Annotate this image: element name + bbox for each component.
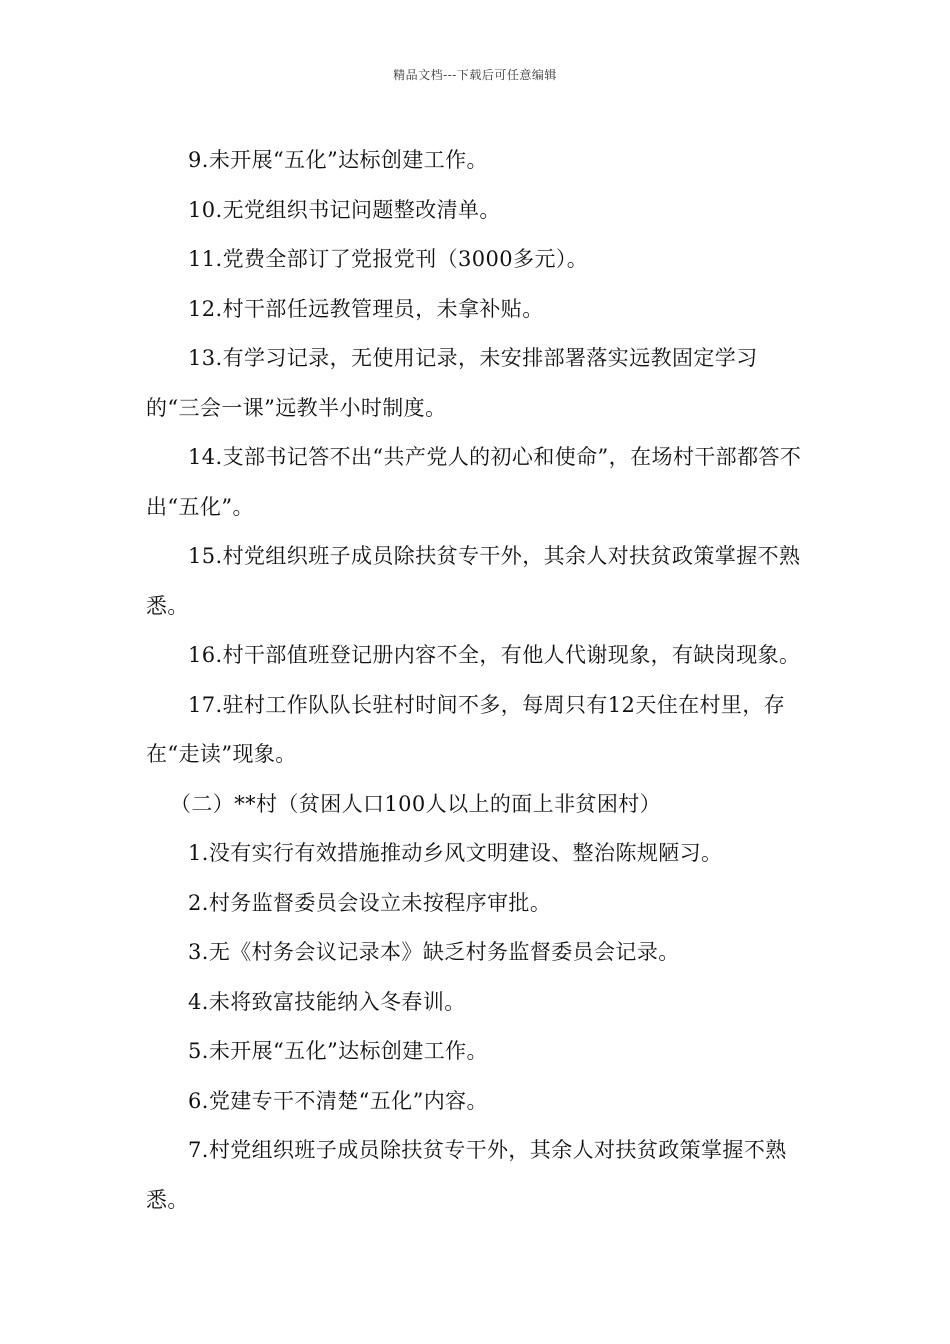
paragraph-item-1: 1.没有实行有效措施推动乡风文明建设、整治陈规陋习。 (188, 841, 723, 865)
paragraph-item-2: 2.村务监督委员会设立未按程序审批。 (188, 890, 552, 915)
paragraph-item-15: 15.村党组织班子成员除扶贫专干外，其余人对扶贫政策掌握不熟悉。 (146, 544, 801, 618)
section-heading: （二）**村（贫困人口100人以上的面上非贫困村） (170, 791, 662, 816)
paragraph-item-9: 9.未开展“五化”达标创建工作。 (188, 148, 488, 172)
paragraph-item-11: 11.党费全部订了党报党刊（3000多元）。 (188, 247, 589, 271)
paragraph-item-7: 7.村党组织班子成员除扶贫专干外，其余人对扶贫政策掌握不熟悉。 (146, 1138, 787, 1212)
paragraph-item-16: 16.村干部值班登记册内容不全，有他人代谢现象，有缺岗现象。 (188, 643, 801, 667)
paragraph-item-4: 4.未将致富技能纳入冬春训。 (188, 989, 466, 1014)
paragraph-item-12: 12.村干部任远教管理员，未拿补贴。 (188, 296, 544, 321)
paragraph-item-17: 17.驻村工作队队长驻村时间不多，每周只有12天住在村里，存在“走读”现象。 (146, 692, 786, 766)
document-body (146, 136, 810, 1225)
paragraph-item-13: 13.有学习记录，无使用记录，未安排部署落实远教固定学习的“三会一课”远教半小时制度。 (146, 346, 758, 420)
paragraph-item-3: 3.无《村务会议记录本》缺乏村务监督委员会记录。 (188, 940, 680, 964)
paragraph-item-14: 14.支部书记答不出“共产党人的初心和使命”，在场村干部都答不出“五化”。 (146, 445, 802, 519)
paragraph-item-10: 10.无党组织书记问题整改清单。 (188, 197, 501, 222)
paragraph-item-5: 5.未开展“五化”达标创建工作。 (188, 1039, 488, 1063)
paragraph-item-6: 6.党建专干不清楚“五化”内容。 (188, 1088, 488, 1113)
page-header: 精品文档---下载后可任意编辑 (393, 68, 557, 82)
